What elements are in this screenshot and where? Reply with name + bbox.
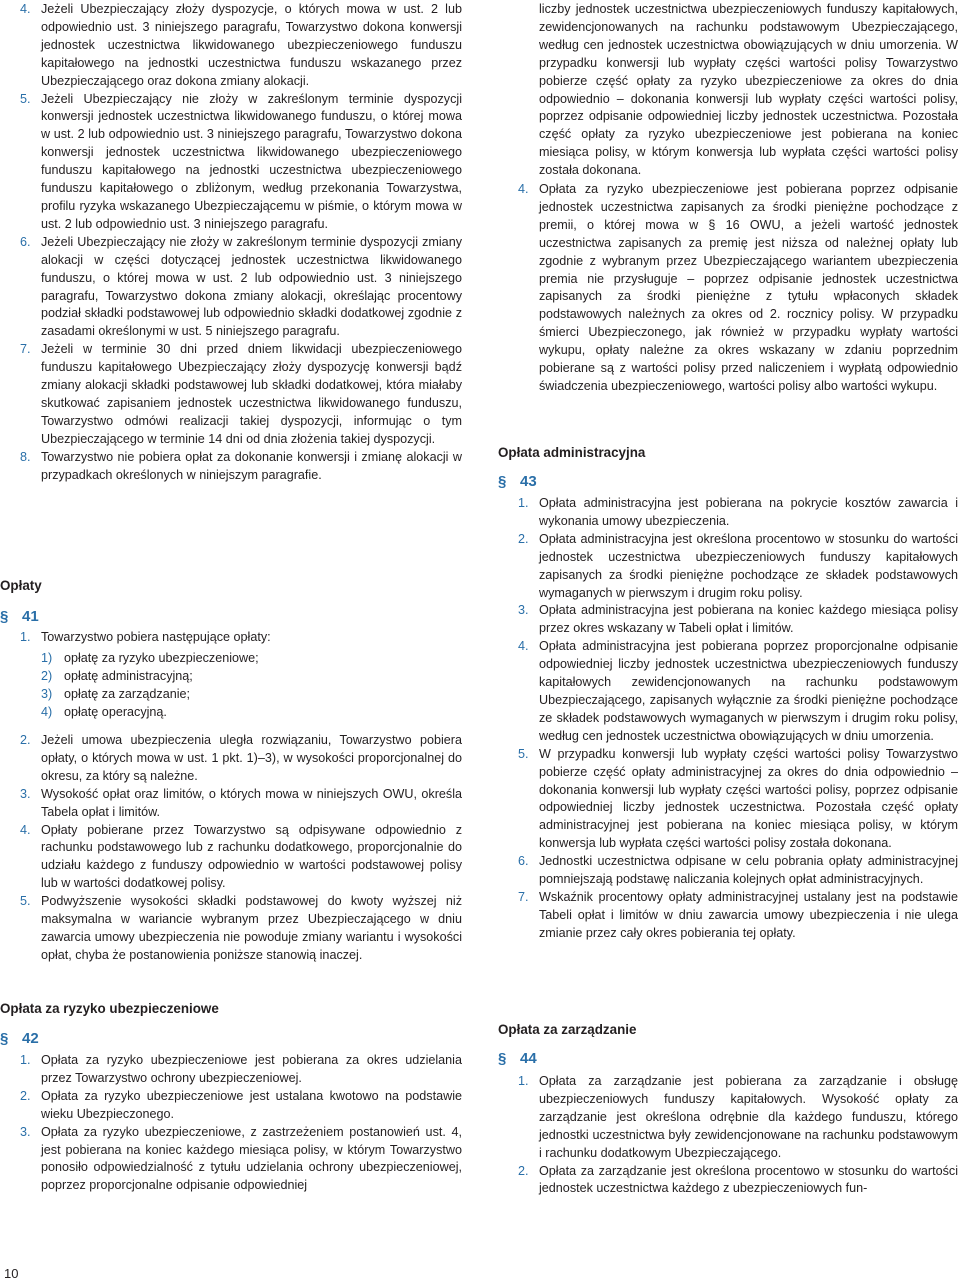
item-number: 1. [518, 496, 529, 510]
item-number: 4) [41, 704, 53, 719]
list-44 [498, 1073, 958, 1198]
item-number: 3) [41, 686, 53, 701]
item-number: 6. [20, 234, 31, 249]
item-text: Opłaty pobierane przez Towarzystwo są odpisywane odpowiednio z rachunku podstawowego lub z rachunku dodatkowego, proporcjonalnie do udziału każdego z funduszy odpowiednio w wartości podstawowej polisy lub w wartości dodatkowej polisy. [41, 822, 462, 891]
list-42b [498, 181, 958, 396]
section-heading-ryzyko: Opłata za ryzyko ubezpieczeniowe [0, 1001, 219, 1016]
list-subitem [0, 650, 462, 668]
item-text: Opłata za ryzyko ubezpieczeniowe jest pobierana za okres udzielania przez Towarzystwo ochrony ubezpieczeniowej. [41, 1053, 462, 1085]
list-item [498, 746, 958, 853]
list-item [0, 732, 462, 786]
paragraph-number-42: § 42 [0, 1030, 39, 1047]
item-number: 6. [518, 854, 529, 869]
item-text: Opłata administracyjna jest pobierana na pokrycie kosztów zawarcia i wykonania umowy ubezpieczenia. [539, 496, 958, 528]
item-number: 1. [518, 1074, 529, 1088]
item-number: 3. [20, 1124, 31, 1139]
item-text: Towarzystwo nie pobiera opłat za dokonanie konwersji i zmianę alokacji w przypadkach określonych w niniejszym paragrafie. [41, 449, 462, 482]
list-item [0, 1088, 462, 1124]
list-subitem [0, 686, 462, 704]
section-heading-oplaty: Opłaty [0, 578, 42, 593]
item-number: 5. [20, 894, 31, 909]
item-number: 4. [518, 182, 529, 196]
section-heading-zarzadzanie: Opłata za zarządzanie [498, 1022, 637, 1037]
item-number: 5. [518, 746, 529, 761]
item-text: opłatę za ryzyko ubezpieczeniowe; [64, 651, 259, 665]
item-text: Opłata za ryzyko ubezpieczeniowe, z zastrzeżeniem postanowień ust. 4, jest pobierana na koniec każdego miesiąca polisy, w którym Towarzystwo ponosiło odpowiedzialność z tytułu udzielania ochrony ubezpieczeniowej, poprzez proporcjonalne odpisanie odpowiedniej [41, 1124, 462, 1193]
list-subitem [0, 704, 462, 722]
item-text: opłatę operacyjną. [64, 704, 167, 719]
item-text: Opłata za ryzyko ubezpieczeniowe jest ustalana kwotowo na podstawie wieku Ubezpieczonego. [41, 1088, 462, 1121]
item-text: Jeżeli Ubezpieczający nie złoży w zakreślonym terminie dyspozycji konwersji jednostek uczestnictwa likwidowanego funduszu, o której mowa w ust. 2 lub odpowiednio ust. 3 niniejszego paragrafu, Towarzystwo dokona konwersji jednostek uczestnictwa likwidowanego ubezpieczeniowego funduszu kapitałowego na jednostki uczestnictwa ubezpieczeniowego funduszu kapitałowego o zbliżonym, według przekonania Towarzystwa, profilu ryzyka wskazanego Ubezpieczającemu w piśmie, o którym mowa w ust. 2 lub odpowiednio ust. 3 niniejszego paragrafu. [41, 91, 462, 231]
list-item [0, 893, 462, 965]
list-item [498, 181, 958, 396]
list-item [0, 1124, 462, 1196]
item-number: 8. [20, 449, 31, 464]
item-text: Opłata za ryzyko ubezpieczeniowe jest pobierana poprzez odpisanie jednostek uczestnictwa zapisanych za środki pieniężne pochodzące z premii, o której mowa w § 16 OWU, a jeżeli wartość jednostek uczestnictwa zapisanych za premię jest niższa od należnej opłaty lub zgodnie z wybranym przez Ubezpieczającego wariantem ubezpieczenia premia nie przysługuje – poprzez odpisanie jednostek uczestnictwa zapisanych za środki pieniężne z tytułu wpłaconych składek podstawowych należnych za okres od 2. rocznicy polisy. W przypadku śmierci Ubezpieczonego, jak również w przypadku wypłaty wartości wykupu, opłaty należne za okres wskazany w zdaniu poprzednim pobierane są z wartości polisy przed naliczeniem i wypłatą odpowiednio świadczenia ubezpieczeniowego, wartości polisy albo wartości wykupu. [539, 182, 958, 393]
list-41 [0, 629, 462, 647]
list-item [0, 629, 462, 647]
list-item [498, 889, 958, 943]
item-text: Opłata administracyjna jest pobierana na koniec każdego miesiąca polisy przez okres wskazany w Tabeli opłat i limitów. [539, 603, 958, 636]
item-number: 3. [20, 786, 31, 801]
item-number: 2) [41, 668, 53, 683]
item-number: 2. [518, 1163, 529, 1178]
item-text: Jeżeli Ubezpieczający złoży dyspozycje, o których mowa w ust. 2 lub odpowiednio ust. 3 niniejszego paragrafu, Towarzystwo dokona konwersji jednostek uczestnictwa likwidowanego ubezpieczeniowego funduszu kapitałowego na jednostki uczestnictwa funduszu wskazanego przez Ubezpieczającego oraz dokona zmiany alokacji. [41, 2, 462, 88]
list-item [498, 531, 958, 603]
list-item [0, 786, 462, 822]
item-text: Podwyższenie wysokości składki podstawowej do kwoty wyższej niż maksymalna w wariancie wybranym przez Ubezpieczającego w dniu zawarcia umowy ubezpieczenia nie powoduje zmiany wariantu i wysokości opłat, chyba że postanowienia poniższe stanowią inaczej. [41, 894, 462, 962]
paragraph-number-41: § 41 [0, 608, 39, 625]
page-number: 10 [4, 1266, 19, 1281]
item-text: Opłata za zarządzanie jest pobierana za zarządzanie i obsługę ubezpieczeniowych funduszy kapitałowych. Wysokość opłaty za zarządzanie jest określona odrębnie dla każdego funduszu, którego jednostki uczestnictwa były zewidencjonowane na rachunku podstawowym i rachunku dodatkowym Ubezpieczającego. [539, 1074, 958, 1160]
item-text: opłatę administracyjną; [64, 668, 193, 683]
list-item [0, 1052, 462, 1088]
list-item [498, 638, 958, 745]
item-text: Opłata administracyjna jest określona procentowo w stosunku do wartości jednostek uczestnictwa ubezpieczeniowych funduszy kapitałowych zapisanych za środki pieniężne pochodzące ze składek podstawowych wymaganych w pierwszym i drugim roku polisy. [539, 531, 958, 600]
item-number: 2. [20, 1088, 31, 1103]
item-number: 4. [20, 2, 31, 16]
item-number: 2. [518, 531, 529, 546]
item-text: Jednostki uczestnictwa odpisane w celu pobrania opłaty administracyjnej pomniejszają podstawę naliczania kolejnych opłat administracyjnych. [539, 854, 958, 887]
item-number: 7. [20, 342, 31, 357]
list-item [498, 602, 958, 638]
list-item [0, 1, 462, 91]
item-number: 5. [20, 91, 31, 106]
list-item [498, 1163, 958, 1199]
item-number: 1. [20, 1053, 31, 1067]
item-text: Opłata administracyjna jest pobierana poprzez proporcjonalne odpisanie odpowiedniej liczby jednostek uczestnictwa ubezpieczeniowych funduszy kapitałowych zewidencjonowanych na rachunku podstawowym Ubezpieczającego, zapisanych wyłącznie za środki pieniężne pochodzące ze składek podstawowych wymaganych w pierwszym i drugim roku polisy, według cen jednostek uczestnictwa obowiązujących w dniu umorzenia. [539, 639, 958, 743]
list-item [0, 822, 462, 894]
list-item [498, 853, 958, 889]
item-text: Towarzystwo pobiera następujące opłaty: [41, 630, 271, 644]
item-number: 3. [518, 603, 529, 618]
list-item [498, 495, 958, 531]
item-number: 1) [41, 651, 53, 665]
list-41b [0, 732, 462, 965]
item-text: Wskaźnik procentowy opłaty administracyjnej ustalany jest na podstawie Tabeli opłat i limitów w dniu zawarcia umowy ubezpieczenia i nie ulega zmianie przez cały okres pobierania tej opłaty. [539, 889, 958, 940]
continuation-text: liczby jednostek uczestnictwa ubezpieczeniowych funduszy kapitałowych, zewidencjonowanych na rachunku podstawowym Ubezpieczającego, według cen jednostek uczestnictwa obowiązujących w dniu umorzenia. W przypadku konwersji lub wypłaty części wartości polisy Towarzystwo pobierze część opłaty za ryzyko ubezpieczeniowe za okres do dnia odpowiednio – dokonania konwersji lub wypłaty części wartości polisy, poprzez odpisanie odpowiedniej liczby jednostek uczestnictwa. Pozostała część opłaty za ryzyko ubezpieczeniowe jest pobierana na koniec miesiąca polisy, w którym konwersja lub wypłata części wartości polisy została dokonana. [539, 2, 958, 178]
item-text: opłatę za zarządzanie; [64, 686, 191, 701]
list-intro [0, 1, 462, 484]
item-number: 4. [518, 639, 529, 654]
item-number: 1. [20, 630, 31, 644]
item-text: Jeżeli umowa ubezpieczenia uległa rozwiązaniu, Towarzystwo pobiera opłaty, o których mowa w ust. 1 pkt. 1)–3), w wysokości proporcjonalnej do okresu, za który są należne. [41, 733, 462, 783]
paragraph-number-43: § 43 [498, 473, 537, 490]
item-text: W przypadku konwersji lub wypłaty części wartości polisy Towarzystwo pobierze część opłaty administracyjnej za okres do dnia odpowiednio – dokonania konwersji lub wypłaty części wartości polisy, poprzez odpisanie odpowiedniej liczby jednostek uczestnictwa. Pozostała część opłaty administracyjnej jest pobierana na koniec miesiąca polisy, w którym konwersja lub wypłata części wartości polisy została dokonana. [539, 746, 958, 851]
section-heading-admin: Opłata administracyjna [498, 445, 646, 460]
item-number: 7. [518, 889, 529, 904]
list-subitem [0, 668, 462, 686]
list-41-subitems [0, 650, 462, 722]
list-42 [0, 1052, 462, 1195]
list-item [0, 341, 462, 448]
list-item [498, 1073, 958, 1163]
list-43 [498, 495, 958, 943]
item-text: Jeżeli w terminie 30 dni przed dniem likwidacji ubezpieczeniowego funduszu kapitałowego Ubezpieczający złoży dyspozycję konwersji bądź zmiany alokacji składki podstawowej lub składki dodatkowej, która miałaby skutkować zapisaniem jednostek uczestnictwa likwidowanego funduszu, Towarzystwo odmówi realizacji takiej dyspozycji, informując o tym Ubezpieczającego w terminie 14 dni od dnia złożenia takiej dyspozycji. [41, 342, 462, 446]
item-number: 2. [20, 733, 31, 747]
item-text: Jeżeli Ubezpieczający nie złoży w zakreślonym terminie dyspozycji zmiany alokacji w części dotyczącej jednostek uczestnictwa likwidowanego funduszu, o której mowa w ust. 2 lub odpowiednio ust. 3 niniejszego paragrafu, Towarzystwo dokona zmiany alokacji, określając procentowy podział składki podstawowej lub odpowiednio składki dodatkowej zgodnie z zasadami określonymi w ust. 5 niniejszego paragrafu. [41, 234, 462, 339]
list-item [0, 91, 462, 234]
paragraph-number-44: § 44 [498, 1050, 537, 1067]
item-text: Opłata za zarządzanie jest określona procentowo w stosunku do wartości jednostek uczestnictwa każdego z ubezpieczeniowych fun- [539, 1163, 958, 1196]
list-item [0, 234, 462, 341]
list-item [0, 449, 462, 485]
item-text: Wysokość opłat oraz limitów, o których mowa w niniejszych OWU, określa Tabela opłat i limitów. [41, 786, 462, 819]
item-number: 4. [20, 822, 31, 837]
